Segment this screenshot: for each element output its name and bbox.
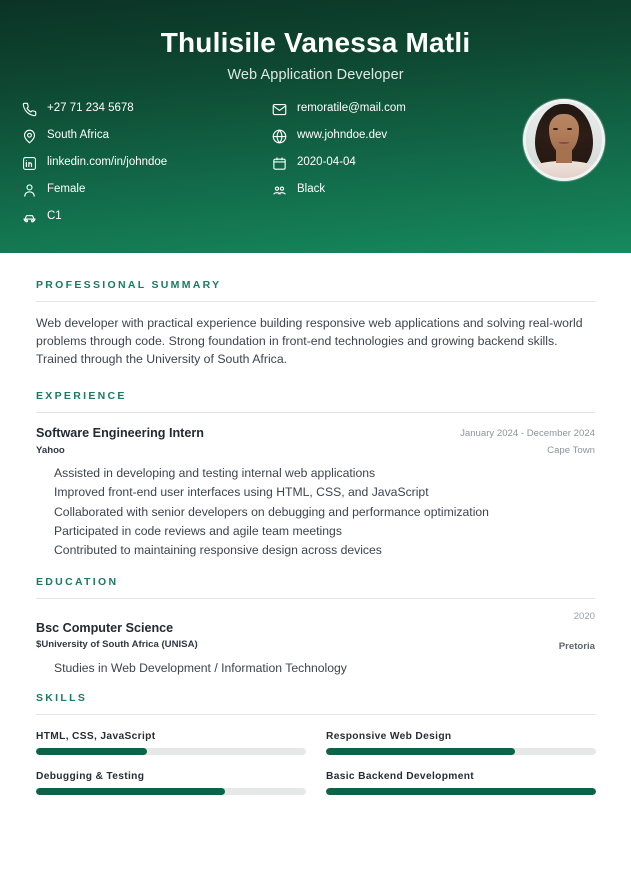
- avatar-eye-right: [567, 128, 572, 130]
- contact-gender[interactable]: [22, 177, 272, 204]
- skill-bar-fill: [326, 788, 596, 795]
- contact-date-value: 2020-04-04: [297, 156, 356, 169]
- contact-gender-value: Female: [47, 183, 86, 196]
- resume-header: [0, 0, 631, 253]
- section-divider: [36, 714, 595, 715]
- car-icon: [22, 210, 37, 225]
- education-year: 2020: [573, 611, 595, 623]
- spacer: [36, 560, 595, 576]
- section-divider: [36, 301, 595, 302]
- globe-icon: [272, 129, 287, 144]
- contact-email-value: remoratile@mail.com: [297, 102, 406, 115]
- section-education: [36, 576, 595, 691]
- avatar-shoulders: [532, 161, 596, 178]
- location-pin-icon: [22, 129, 37, 144]
- list-item: Assisted in developing and testing internal web applications: [54, 465, 376, 480]
- phone-icon: [22, 102, 37, 117]
- list-item: Contributed to maintaining responsive design across devices: [54, 543, 382, 558]
- people-icon: [272, 183, 287, 198]
- section-professional-summary: [36, 279, 595, 368]
- candidate-name: Thulisile Vanessa Matli: [160, 27, 471, 58]
- education-entry-header: [36, 611, 595, 652]
- skill-bar-track: [326, 748, 596, 755]
- skill-name: Basic Backend Development: [326, 770, 475, 782]
- skill-item: [36, 771, 306, 795]
- education-note: Studies in Web Development / Information Technology: [54, 661, 347, 676]
- skill-bar-fill: [36, 748, 147, 755]
- contact-phone-value: +27 71 234 5678: [47, 102, 134, 115]
- contact-details: [22, 96, 522, 231]
- section-title-summary: PROFESSIONAL SUMMARY: [36, 279, 222, 291]
- contact-license[interactable]: [22, 204, 272, 231]
- skill-bar-track: [36, 788, 306, 795]
- skill-bar-fill: [36, 788, 225, 795]
- experience-entry-header: [36, 426, 595, 456]
- education-entry-right: [559, 611, 595, 652]
- experience-entry: [36, 426, 595, 560]
- resume-body: [0, 253, 631, 795]
- experience-dates: January 2024 - December 2024: [460, 428, 595, 440]
- contact-license-value: C1: [47, 210, 62, 223]
- section-skills: [36, 692, 595, 795]
- section-divider: [36, 598, 595, 599]
- section-title-education: EDUCATION: [36, 576, 119, 589]
- envelope-icon: [272, 102, 287, 117]
- contact-phone[interactable]: [22, 96, 272, 123]
- skills-grid: [36, 731, 595, 795]
- skill-name: Debugging & Testing: [36, 770, 145, 782]
- experience-organization: Yahoo: [36, 445, 65, 457]
- avatar: [523, 99, 605, 181]
- avatar-photo: [526, 102, 602, 178]
- section-divider: [36, 412, 595, 413]
- skill-bar-fill: [326, 748, 515, 755]
- experience-location: Cape Town: [547, 445, 595, 457]
- education-school: $University of South Africa (UNISA): [36, 639, 198, 651]
- linkedin-icon: [22, 156, 37, 171]
- experience-bullets: [36, 464, 595, 560]
- contact-ethnicity[interactable]: [272, 177, 522, 204]
- skill-name: Responsive Web Design: [326, 730, 452, 742]
- education-degree: Bsc Computer Science: [36, 621, 174, 636]
- list-item: Participated in code reviews and agile team meetings: [54, 523, 342, 538]
- skill-item: [36, 731, 306, 755]
- contact-website-value: www.johndoe.dev: [297, 129, 388, 142]
- contact-date[interactable]: [272, 150, 522, 177]
- skill-bar-track: [326, 788, 596, 795]
- candidate-job-title: Web Application Developer: [227, 66, 404, 83]
- avatar-neck: [556, 149, 571, 163]
- education-entry: [36, 611, 595, 677]
- list-item: Improved front-end user interfaces using HTML, CSS, and JavaScript: [54, 485, 429, 500]
- experience-entry-left: [36, 426, 204, 456]
- contact-ethnicity-value: Black: [297, 183, 326, 196]
- skill-item: [326, 771, 596, 795]
- contact-location-value: South Africa: [47, 129, 110, 142]
- section-experience: [36, 390, 595, 576]
- section-title-experience: EXPERIENCE: [36, 390, 127, 403]
- skill-item: [326, 731, 596, 755]
- education-city: Pretoria: [558, 640, 595, 652]
- skill-bar-track: [36, 748, 306, 755]
- contact-website[interactable]: [272, 123, 522, 150]
- contact-linkedin-value: linkedin.com/in/johndoe: [47, 156, 168, 169]
- contact-email[interactable]: [272, 96, 522, 123]
- spacer: [36, 678, 595, 692]
- contact-linkedin[interactable]: [22, 150, 272, 177]
- experience-entry-right: [460, 426, 595, 456]
- person-icon: [22, 183, 37, 198]
- education-entry-left: [36, 611, 198, 650]
- section-title-skills: SKILLS: [36, 691, 88, 704]
- summary-text: Web developer with practical experience building responsive web applications and solving real-world problems through code. Strong foundation in front-end technologies and growing backend skills. Trained through the University of South Africa.: [36, 316, 583, 366]
- experience-role: Software Engineering Intern: [36, 426, 204, 441]
- list-item: Collaborated with senior developers on debugging and performance optimization: [54, 504, 489, 519]
- calendar-icon: [272, 156, 287, 171]
- contact-location[interactable]: [22, 123, 272, 150]
- skill-name: HTML, CSS, JavaScript: [36, 730, 156, 742]
